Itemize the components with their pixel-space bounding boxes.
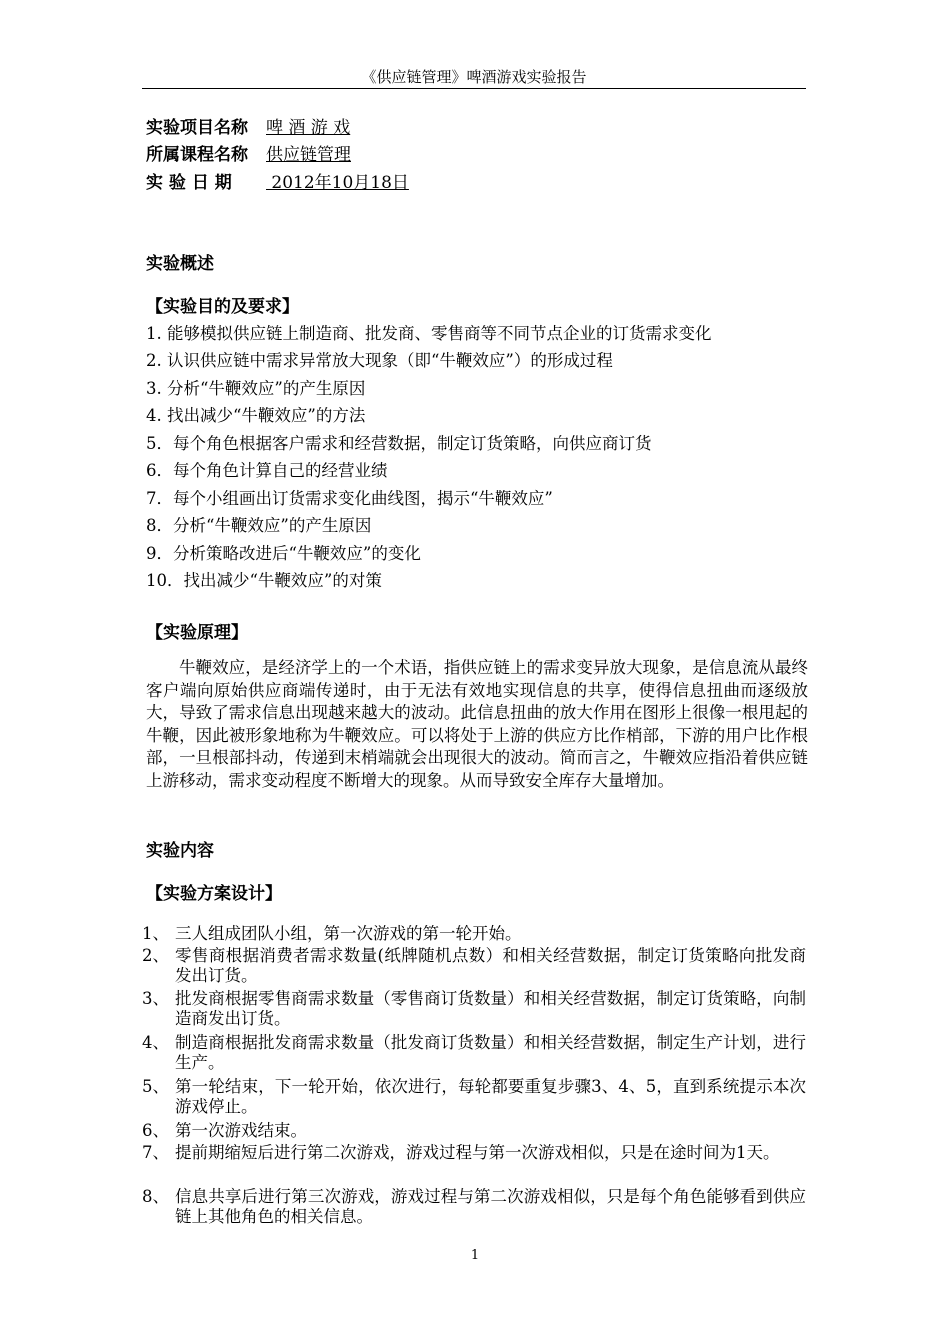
objective-item: 3. 分析“牛鞭效应”的产生原因 — [146, 379, 366, 398]
step-text: 批发商根据零售商需求数量（零售商订货数量）和相关经营数据，制定订货策略，向制造商发出订货。 — [175, 989, 806, 1028]
step-number: 6、 — [142, 1121, 169, 1140]
design-step — [142, 1121, 806, 1141]
page-header-title: 《供应链管理》啤酒游戏实验报告 — [361, 68, 587, 86]
step-text: 信息共享后进行第三次游戏，游戏过程与第二次游戏相似，只是每个角色能够看到供应链上其他角色的相关信息。 — [175, 1187, 806, 1226]
step-number: 5、 — [142, 1077, 169, 1096]
design-step — [142, 989, 806, 1029]
step-text: 零售商根据消费者需求数量(纸牌随机点数）和相关经营数据，制定订货策略向批发商发出订货。 — [175, 946, 806, 985]
design-step — [142, 1033, 806, 1073]
step-text: 提前期缩短后进行第二次游戏，游戏过程与第一次游戏相似，只是在途时间为1天。 — [175, 1143, 780, 1162]
objective-item: 4. 找出减少“牛鞭效应”的方法 — [146, 406, 366, 425]
step-number: 3、 — [142, 989, 169, 1008]
objective-item: 5．每个角色根据客户需求和经营数据，制定订货策略，向供应商订货 — [146, 434, 652, 453]
step-number: 7、 — [142, 1143, 169, 1162]
objective-item: 8．分析“牛鞭效应”的产生原因 — [146, 516, 372, 535]
section-title-principle: 【实验原理】 — [146, 623, 248, 643]
objective-item: 7．每个小组画出订货需求变化曲线图，揭示“牛鞭效应” — [146, 489, 553, 508]
meta-label: 所属课程名称 — [146, 145, 248, 165]
step-text: 制造商根据批发商需求数量（批发商订货数量）和相关经营数据，制定生产计划，进行生产。 — [175, 1033, 806, 1072]
meta-project-name — [146, 115, 350, 141]
section-title-design: 【实验方案设计】 — [146, 884, 282, 904]
design-step — [142, 946, 806, 986]
objective-item: 1. 能够模拟供应链上制造商、批发商、零售商等不同节点企业的订货需求变化 — [146, 324, 712, 343]
section-title-content: 实验内容 — [146, 841, 214, 861]
objective-item: 10．找出减少“牛鞭效应”的对策 — [146, 571, 382, 590]
meta-value: 啤 酒 游 戏 — [266, 118, 351, 138]
header-rule — [142, 88, 806, 89]
design-step — [142, 1077, 806, 1117]
objective-item: 2. 认识供应链中需求异常放大现象（即“牛鞭效应”）的形成过程 — [146, 351, 613, 370]
step-number: 1、 — [142, 924, 169, 943]
section-title-objectives: 【实验目的及要求】 — [146, 297, 299, 317]
section-title-overview: 实验概述 — [146, 254, 214, 274]
meta-course-name — [146, 142, 351, 168]
objective-item: 9．分析策略改进后“牛鞭效应”的变化 — [146, 544, 421, 563]
step-text: 三人组成团队小组，第一次游戏的第一轮开始。 — [175, 924, 522, 943]
design-step — [142, 1187, 806, 1227]
step-text: 第一轮结束，下一轮开始，依次进行，每轮都要重复步骤3、4、5，直到系统提示本次游戏停止。 — [175, 1077, 806, 1116]
meta-value: 供应链管理 — [266, 145, 351, 165]
step-number: 8、 — [142, 1187, 169, 1206]
meta-date — [146, 170, 409, 196]
principle-paragraph: 牛鞭效应，是经济学上的一个术语，指供应链上的需求变异放大现象，是信息流从最终客户端向原始供应商端传递时，由于无法有效地实现信息的共享，使得信息扭曲而逐级放大，导致了需求信息出现越来越大的波动。此信息扭曲的放大作用在图形上很像一根甩起的牛鞭，因此被形象地称为牛鞭效应。可以将处于上游的供应方比作梢部，下游的用户比作根部，一旦根部抖动，传递到末梢端就会出现很大的波动。简而言之，牛鞭效应指沿着供应链上游移动，需求变动程度不断增大的现象。从而导致安全库存大量增加。 — [146, 658, 808, 790]
step-number: 2、 — [142, 946, 169, 965]
step-number: 4、 — [142, 1033, 169, 1052]
meta-value: 2012年10月18日 — [266, 173, 409, 193]
page-number: 1 — [470, 1248, 480, 1263]
meta-label: 实验项目名称 — [146, 118, 248, 138]
step-text: 第一次游戏结束。 — [175, 1121, 307, 1140]
design-step — [142, 1143, 806, 1163]
design-step — [142, 924, 806, 944]
objective-item: 6．每个角色计算自己的经营业绩 — [146, 461, 388, 480]
meta-label: 实 验 日 期 — [146, 173, 232, 193]
